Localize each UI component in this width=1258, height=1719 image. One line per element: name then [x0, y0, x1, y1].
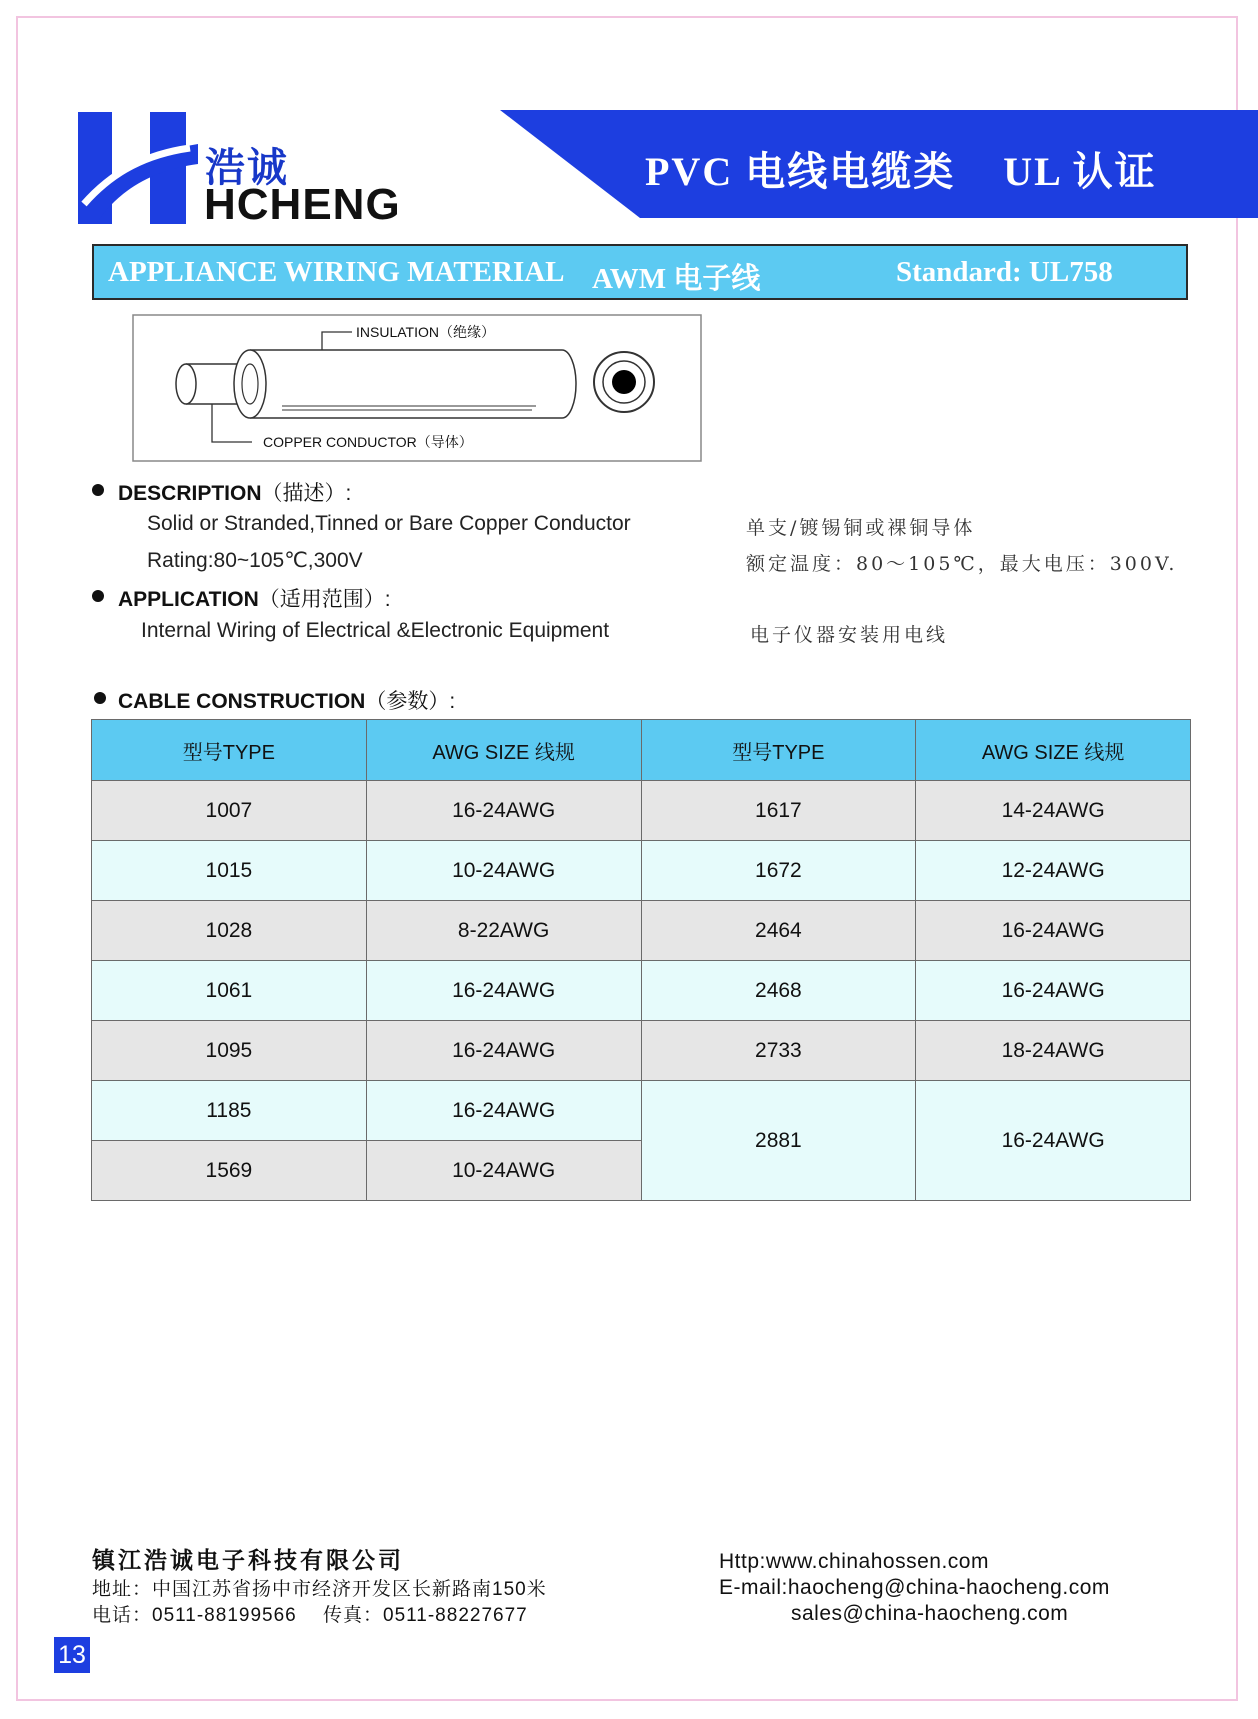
- table-cell: 1617: [641, 781, 916, 841]
- table-cell: 1015: [92, 841, 367, 901]
- cable-diagram: [132, 314, 702, 462]
- banner-title-part2: UL 认证: [1003, 149, 1157, 194]
- cable-construction-table: [91, 719, 1191, 1201]
- application-heading-cn: （适用范围）:: [258, 588, 391, 611]
- table-row: [92, 1081, 1191, 1141]
- sales-email-link[interactable]: sales@china-haocheng.com: [791, 1602, 1069, 1625]
- table-cell: 10-24AWG: [366, 841, 641, 901]
- hcheng-logo-icon: [78, 112, 198, 224]
- description-heading: [118, 477, 351, 507]
- description-line2-cn: 额定温度：80～105℃，最大电压：300V.: [746, 553, 1178, 575]
- table-cell: 1569: [92, 1141, 367, 1201]
- insulation-label: INSULATION（绝缘）: [356, 324, 495, 340]
- application-bullet-icon: [92, 590, 104, 602]
- description-heading-cn: （描述）:: [261, 482, 352, 505]
- application-line-cn: 电子仪器安装用电线: [750, 624, 949, 646]
- table-cell: 1061: [92, 961, 367, 1021]
- table-cell: 10-24AWG: [366, 1141, 641, 1201]
- table-cell: 16-24AWG: [916, 901, 1191, 961]
- table-cell: 2468: [641, 961, 916, 1021]
- application-line-en: Internal Wiring of Electrical &Electronic Equipment: [141, 619, 610, 642]
- construction-bullet-icon: [94, 692, 106, 704]
- table-header-cell: 型号TYPE: [641, 720, 916, 781]
- table-cell: 1672: [641, 841, 916, 901]
- banner-title-part1: PVC 电线电缆类: [645, 149, 956, 194]
- table-header-cell: AWG SIZE 线规: [366, 720, 641, 781]
- product-title-cn: AWM 电子线: [592, 263, 761, 295]
- product-title-en: APPLIANCE WIRING MATERIAL: [108, 256, 565, 288]
- table-cell: 16-24AWG: [366, 1021, 641, 1081]
- table-row: [92, 901, 1191, 961]
- table-cell: 1007: [92, 781, 367, 841]
- table-cell: 8-22AWG: [366, 901, 641, 961]
- table-row: [92, 1021, 1191, 1081]
- description-line1-en: Solid or Stranded,Tinned or Bare Copper Conductor: [147, 512, 631, 535]
- table-cell: 1028: [92, 901, 367, 961]
- table-cell: 2881: [641, 1081, 916, 1201]
- company-address: 地址：中国江苏省扬中市经济开发区长新路南150米: [92, 1579, 547, 1600]
- table-cell: 12-24AWG: [916, 841, 1191, 901]
- brand-name-cn: 浩诚: [205, 145, 289, 191]
- description-line2-en: Rating:80~105℃,300V: [147, 549, 363, 572]
- description-line1-cn: 单支/镀锡铜或裸铜导体: [746, 517, 976, 539]
- brand-name-en: HCHENG: [204, 180, 401, 229]
- table-cell: 1185: [92, 1081, 367, 1141]
- company-name: 镇江浩诚电子科技有限公司: [92, 1547, 404, 1573]
- table-cell: 14-24AWG: [916, 781, 1191, 841]
- banner-title: [645, 140, 1157, 197]
- construction-heading-en: CABLE CONSTRUCTION: [118, 690, 366, 713]
- table-header-row: [92, 720, 1191, 781]
- construction-heading-cn: （参数）:: [365, 690, 456, 713]
- conductor-label: COPPER CONDUCTOR（导体）: [263, 434, 473, 450]
- table-cell: 16-24AWG: [916, 1081, 1191, 1201]
- table-cell: 16-24AWG: [916, 961, 1191, 1021]
- application-heading-en: APPLICATION: [118, 588, 259, 611]
- product-title-bar: [92, 244, 1188, 300]
- description-bullet-icon: [92, 484, 104, 496]
- table-cell: 16-24AWG: [366, 781, 641, 841]
- website-link[interactable]: Http:www.chinahossen.com: [719, 1550, 989, 1573]
- table-header-cell: AWG SIZE 线规: [916, 720, 1191, 781]
- table-cell: 18-24AWG: [916, 1021, 1191, 1081]
- table-cell: 16-24AWG: [366, 961, 641, 1021]
- table-header-cell: 型号TYPE: [92, 720, 367, 781]
- table-row: [92, 841, 1191, 901]
- company-phone-fax: 电话：0511-88199566 传真：0511-88227677: [92, 1605, 528, 1626]
- table-cell: 16-24AWG: [366, 1081, 641, 1141]
- application-heading: [118, 583, 391, 613]
- table-row: [92, 781, 1191, 841]
- email-link[interactable]: E-mail:haocheng@china-haocheng.com: [719, 1576, 1110, 1599]
- construction-heading: [118, 685, 455, 715]
- table-cell: 2733: [641, 1021, 916, 1081]
- table-row: [92, 961, 1191, 1021]
- table-cell: 2464: [641, 901, 916, 961]
- product-standard: Standard: UL758: [896, 256, 1113, 288]
- page-number: 13: [54, 1637, 90, 1673]
- description-heading-en: DESCRIPTION: [118, 482, 262, 505]
- table-cell: 1095: [92, 1021, 367, 1081]
